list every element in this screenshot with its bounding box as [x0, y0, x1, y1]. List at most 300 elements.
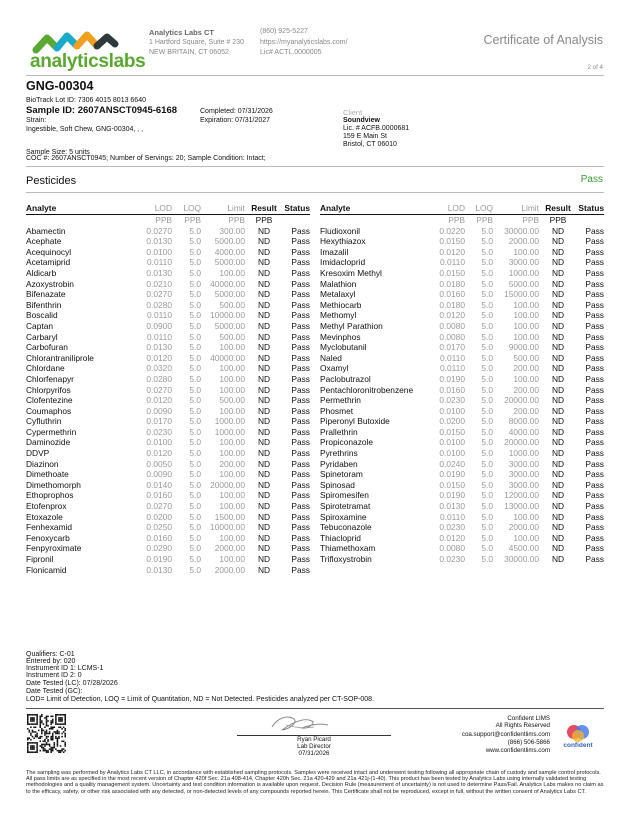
cell-loq: 5.0 — [189, 426, 201, 437]
cell-limit: 2000.00 — [508, 522, 539, 533]
cell-loq: 5.0 — [189, 331, 201, 342]
table-row — [320, 533, 604, 544]
header-divider — [26, 75, 604, 76]
cell-status: Pass — [585, 437, 604, 448]
cell-status: Pass — [291, 267, 310, 278]
cell-loq: 5.0 — [189, 373, 201, 384]
cell-limit: 100.00 — [513, 331, 539, 342]
page-number: 2 of 4 — [587, 64, 603, 71]
cell-limit: 3000.00 — [508, 257, 539, 268]
cell-loq: 5.0 — [481, 299, 493, 310]
table-row — [26, 342, 310, 353]
cell-result: ND — [551, 352, 565, 363]
table-row — [320, 374, 604, 385]
table-row — [26, 416, 310, 427]
cell-result: ND — [551, 267, 565, 278]
cell-lod: 0.0180 — [439, 299, 465, 310]
cell-result: ND — [551, 437, 565, 448]
cell-limit: 200.00 — [513, 384, 539, 395]
cell-lod: 0.0100 — [146, 246, 172, 257]
cell-analyte: Acequinocyl — [26, 246, 72, 257]
cell-lod: 0.0160 — [439, 384, 465, 395]
cell-status: Pass — [291, 278, 310, 289]
table-row — [26, 374, 310, 385]
cell-result: ND — [551, 511, 565, 522]
cell-loq: 5.0 — [481, 532, 493, 543]
table-row — [26, 437, 310, 448]
cell-limit: 100.00 — [219, 469, 245, 480]
cell-result: ND — [257, 246, 271, 257]
cell-result: ND — [551, 246, 565, 257]
cell-analyte: Spinetoram — [320, 469, 363, 480]
cell-limit: 10000.00 — [210, 310, 245, 321]
sample-size: Sample Size: 5 units — [26, 149, 90, 156]
cell-status: Pass — [585, 320, 604, 331]
cell-status: Pass — [585, 532, 604, 543]
table-row — [26, 321, 310, 332]
cell-loq: 5.0 — [189, 320, 201, 331]
cell-analyte: Metalaxyl — [320, 289, 356, 300]
cell-status: Pass — [291, 426, 310, 437]
sample-divider — [26, 166, 604, 167]
cell-limit: 100.00 — [513, 511, 539, 522]
cell-limit: 5000.00 — [214, 257, 245, 268]
cell-loq: 5.0 — [481, 310, 493, 321]
cell-loq: 5.0 — [189, 289, 201, 300]
cell-status: Pass — [291, 299, 310, 310]
cell-analyte: Coumaphos — [26, 405, 72, 416]
cell-lod: 0.0190 — [146, 554, 172, 564]
table-row — [320, 427, 604, 438]
cell-analyte: Trifloxystrobin — [320, 554, 372, 564]
cell-analyte: Carbaryl — [26, 331, 58, 342]
cell-loq: 5.0 — [481, 554, 493, 564]
table-row — [26, 565, 310, 576]
cell-lod: 0.0150 — [439, 267, 465, 278]
cell-loq: 5.0 — [189, 511, 201, 522]
cell-result: ND — [551, 331, 565, 342]
table-row — [26, 427, 310, 438]
table-row — [320, 437, 604, 448]
cell-limit: 100.00 — [219, 342, 245, 353]
cell-limit: 100.00 — [219, 437, 245, 448]
cell-analyte: Fenoxycarb — [26, 532, 70, 543]
cell-result: ND — [257, 363, 271, 374]
cell-loq: 5.0 — [189, 532, 201, 543]
confident-email[interactable]: coa.support@confidentlims.com — [461, 731, 550, 738]
cell-limit: 100.00 — [513, 310, 539, 321]
cell-result: ND — [551, 501, 565, 512]
cell-status: Pass — [291, 501, 310, 512]
table-row — [26, 554, 310, 565]
table-row — [26, 543, 310, 554]
cell-loq: 5.0 — [189, 225, 201, 236]
cell-result: ND — [551, 543, 565, 554]
cell-analyte: Spinosad — [320, 479, 355, 490]
cell-lod: 0.0220 — [439, 225, 465, 236]
cell-limit: 100.00 — [219, 554, 245, 564]
cell-status: Pass — [585, 458, 604, 469]
cell-status: Pass — [291, 437, 310, 448]
table-row — [26, 501, 310, 512]
entered-by: Entered by: 020 — [26, 658, 76, 665]
cell-analyte: Dimethoate — [26, 469, 69, 480]
cell-lod: 0.0120 — [439, 310, 465, 321]
table-row — [320, 501, 604, 512]
table-row — [26, 459, 310, 470]
instrument-1: Instrument ID 1: LCMS-1 — [26, 665, 104, 672]
table-row — [320, 469, 604, 480]
cell-analyte: Phosmet — [320, 405, 354, 416]
confident-logo-text: confident — [563, 742, 593, 749]
cell-status: Pass — [291, 543, 310, 554]
cell-status: Pass — [585, 426, 604, 437]
cell-lod: 0.0210 — [146, 278, 172, 289]
cell-limit: 200.00 — [513, 405, 539, 416]
cell-result: ND — [551, 479, 565, 490]
cell-lod: 0.0110 — [147, 310, 172, 321]
cell-lod: 0.0080 — [439, 320, 465, 331]
cell-analyte: Pentachloronitrobenzene — [320, 384, 414, 395]
logo-text: analyticslabs — [30, 51, 146, 72]
cell-limit: 100.00 — [219, 490, 245, 501]
cell-analyte: Spiroxamine — [320, 511, 367, 522]
table-row — [320, 448, 604, 459]
lab-address-2: NEW BRITAIN, CT 06052 — [149, 49, 229, 56]
lab-website[interactable]: https://myanalyticslabs.com/ — [260, 39, 348, 46]
cell-analyte: Azoxystrobin — [26, 278, 74, 289]
client-address-2: Bristol, CT 06010 — [343, 141, 397, 148]
cell-status: Pass — [585, 310, 604, 321]
cell-lod: 0.0170 — [146, 416, 172, 427]
cell-lod: 0.0100 — [439, 448, 465, 459]
table-row — [26, 406, 310, 417]
disclaimer: The sampling was performed by Analytics Labs CT LLC, in accordance with established sampling protocols. Samples were received intact and underwent testing following all appropriate chain of custody and sample control protocols. All pass limits are as specified in the most recent version of Chapter 420f Sec. 21a 408-414, Chapter 420h Sec. 21a 420-429 and 21a 421j-(1-40). This product has been tested by Analytics Labs using internally validated testing methodologies and a quality management system. Uncertainty and test condition information is available upon request. Decision Rule (measurement of uncertainty) is not used to determine Pass/Fail. Analytics Labs makes no claim as to the efficacy, safety, or other risk associated with any detected, or non-detected levels of any compounds reported herein. This Certificate shall not be reproduced, except in full, without the written consent of Analytics Labs CT. — [26, 770, 604, 795]
cell-analyte: Bifenazate — [26, 289, 66, 300]
qr-code-icon — [27, 714, 66, 753]
cell-lod: 0.0150 — [439, 426, 465, 437]
date-tested-gc: Date Tested (GC): — [26, 688, 83, 695]
cell-result: ND — [257, 564, 271, 575]
cell-status: Pass — [585, 299, 604, 310]
unit-loq: PPB — [184, 215, 201, 225]
cell-result: ND — [551, 299, 565, 310]
cell-loq: 5.0 — [481, 469, 493, 480]
table-row — [320, 459, 604, 470]
cell-result: ND — [257, 257, 271, 268]
cell-lod: 0.0180 — [439, 278, 465, 289]
cell-loq: 5.0 — [481, 426, 493, 437]
table-row — [26, 395, 310, 406]
cell-status: Pass — [585, 395, 604, 406]
table-row — [26, 236, 310, 247]
cell-analyte: Myclobutanil — [320, 342, 367, 353]
cell-analyte: Tebuconazole — [320, 522, 372, 533]
cell-analyte: Permethrin — [320, 395, 361, 406]
cell-analyte: Chlorpyrifos — [26, 384, 71, 395]
date-tested-lc: Date Tested (LC): 07/28/2026 — [26, 680, 118, 687]
cell-limit: 100.00 — [513, 246, 539, 257]
cell-lod: 0.0290 — [146, 543, 172, 554]
cell-loq: 5.0 — [481, 405, 493, 416]
cell-lod: 0.0110 — [147, 257, 172, 268]
cell-analyte: Imazalil — [320, 246, 349, 257]
cell-result: ND — [551, 342, 565, 353]
cell-status: Pass — [585, 469, 604, 480]
cell-limit: 5000.00 — [508, 278, 539, 289]
cell-result: ND — [257, 342, 271, 353]
cell-result: ND — [551, 395, 565, 406]
unit-loq: PPB — [476, 215, 493, 225]
cell-result: ND — [257, 522, 271, 533]
signer-title: Lab Director — [297, 743, 331, 750]
table-row — [26, 533, 310, 544]
cell-loq: 5.0 — [481, 236, 493, 247]
table-row — [320, 512, 604, 523]
cell-analyte: Mevinphos — [320, 331, 361, 342]
cell-loq: 5.0 — [481, 490, 493, 501]
cell-status: Pass — [585, 267, 604, 278]
cell-loq: 5.0 — [481, 416, 493, 427]
cell-limit: 200.00 — [219, 458, 245, 469]
cell-status: Pass — [585, 278, 604, 289]
cell-limit: 500.00 — [219, 299, 245, 310]
cell-limit: 15000.00 — [504, 289, 539, 300]
cell-loq: 5.0 — [189, 363, 201, 374]
cell-result: ND — [551, 532, 565, 543]
cell-status: Pass — [291, 479, 310, 490]
cell-lod: 0.0230 — [439, 522, 465, 533]
cell-analyte: Malathion — [320, 278, 357, 289]
cell-result: ND — [257, 405, 271, 416]
cell-lod: 0.0150 — [439, 236, 465, 247]
cell-loq: 5.0 — [189, 405, 201, 416]
cell-loq: 5.0 — [481, 278, 493, 289]
cell-loq: 5.0 — [481, 511, 493, 522]
cell-status: Pass — [585, 363, 604, 374]
cell-limit: 200.00 — [513, 363, 539, 374]
cell-result: ND — [257, 490, 271, 501]
cell-loq: 5.0 — [189, 564, 201, 575]
cell-lod: 0.0900 — [146, 320, 172, 331]
cell-analyte: DDVP — [26, 448, 50, 459]
col-limit: Limit — [201, 203, 245, 215]
cell-lod: 0.0120 — [146, 448, 172, 459]
cell-loq: 5.0 — [189, 299, 201, 310]
cell-limit: 100.00 — [219, 267, 245, 278]
cell-limit: 1000.00 — [214, 416, 245, 427]
cell-analyte: Thiacloprid — [320, 532, 361, 543]
cell-result: ND — [257, 532, 271, 543]
cell-analyte: Aldicarb — [26, 267, 57, 278]
cell-result: ND — [257, 437, 271, 448]
cell-lod: 0.0110 — [147, 331, 172, 342]
cell-status: Pass — [291, 448, 310, 459]
cell-analyte: Methomyl — [320, 310, 357, 321]
table-row — [320, 321, 604, 332]
table-row — [320, 543, 604, 554]
cell-status: Pass — [291, 511, 310, 522]
cell-loq: 5.0 — [481, 352, 493, 363]
cell-loq: 5.0 — [481, 479, 493, 490]
col-analyte: Analyte — [26, 203, 116, 215]
table-row — [26, 512, 310, 523]
cell-limit: 13000.00 — [504, 501, 539, 512]
table-row — [320, 416, 604, 427]
cell-limit: 100.00 — [219, 373, 245, 384]
table-row — [26, 226, 310, 237]
cell-loq: 5.0 — [189, 522, 201, 533]
section-divider — [26, 192, 604, 193]
cell-limit: 3000.00 — [508, 479, 539, 490]
cell-lod: 0.0230 — [146, 426, 172, 437]
unit-lod: PPB — [155, 215, 172, 225]
cell-analyte: Imidacloprid — [320, 257, 366, 268]
cell-status: Pass — [291, 458, 310, 469]
cell-lod: 0.0270 — [146, 225, 172, 236]
cell-analyte: Clofentezine — [26, 395, 73, 406]
pesticide-table-right — [320, 203, 604, 565]
cell-result: ND — [551, 405, 565, 416]
table-row — [26, 268, 310, 279]
table-row — [26, 332, 310, 343]
cell-loq: 5.0 — [189, 278, 201, 289]
cell-loq: 5.0 — [189, 310, 201, 321]
cell-limit: 12000.00 — [504, 490, 539, 501]
cell-limit: 30000.00 — [504, 554, 539, 564]
cell-result: ND — [257, 310, 271, 321]
cell-lod: 0.0110 — [440, 511, 465, 522]
table-row — [320, 522, 604, 533]
client-address-1: 159 E Main St — [343, 133, 387, 140]
table-row — [320, 332, 604, 343]
cell-limit: 2000.00 — [508, 236, 539, 247]
cell-status: Pass — [585, 554, 604, 564]
coc-line: COC #: 2607ANSCT0945; Number of Servings: 20; Sample Condition: Intact; — [26, 155, 266, 162]
cell-status: Pass — [585, 479, 604, 490]
cell-result: ND — [257, 501, 271, 512]
unit-result: PPB — [255, 215, 273, 225]
table-row — [320, 490, 604, 501]
cell-status: Pass — [291, 342, 310, 353]
unit-limit: PPB — [228, 215, 245, 225]
cell-lod: 0.0320 — [146, 363, 172, 374]
signer-date: 07/31/2026 — [298, 750, 330, 757]
cell-loq: 5.0 — [189, 448, 201, 459]
strain: Strain: — [26, 117, 47, 124]
col-loq: LOQ — [465, 203, 493, 215]
cell-lod: 0.0270 — [146, 384, 172, 395]
table-row — [320, 480, 604, 491]
cell-analyte: Chlorfenapyr — [26, 373, 74, 384]
cell-limit: 20000.00 — [210, 479, 245, 490]
cell-limit: 300.00 — [219, 225, 245, 236]
cell-status: Pass — [585, 490, 604, 501]
completed-date: Completed: 07/31/2026 — [200, 108, 273, 115]
cell-result: ND — [551, 225, 565, 236]
expiration-date: Expiration: 07/31/2027 — [200, 117, 271, 124]
cell-loq: 5.0 — [481, 225, 493, 236]
cell-lod: 0.0080 — [439, 331, 465, 342]
cell-status: Pass — [291, 363, 310, 374]
cell-lod: 0.0160 — [439, 289, 465, 300]
col-status: Status — [284, 203, 310, 214]
cell-analyte: Thiamethoxam — [320, 543, 376, 554]
cell-result: ND — [257, 320, 271, 331]
cell-lod: 0.0120 — [439, 532, 465, 543]
col-lod: LOD — [116, 203, 172, 215]
cell-status: Pass — [291, 236, 310, 247]
cell-analyte: Paclobutrazol — [320, 373, 371, 384]
cell-lod: 0.0100 — [439, 405, 465, 416]
cell-result: ND — [257, 299, 271, 310]
cell-result: ND — [257, 543, 271, 554]
cell-analyte: Prallethrin — [320, 426, 358, 437]
cell-loq: 5.0 — [189, 554, 201, 564]
cell-result: ND — [551, 416, 565, 427]
cell-limit: 100.00 — [513, 299, 539, 310]
cell-lod: 0.0230 — [439, 554, 465, 564]
qr-code — [27, 714, 66, 758]
table-row — [320, 257, 604, 268]
client-license: Lic. # ACFB.0000681 — [343, 125, 410, 132]
cell-loq: 5.0 — [189, 543, 201, 554]
cell-status: Pass — [585, 448, 604, 459]
confident-web[interactable]: www.confidentlims.com — [485, 747, 550, 754]
cell-loq: 5.0 — [481, 543, 493, 554]
confident-phone: (866) 506-5866 — [507, 739, 550, 746]
cell-result: ND — [551, 363, 565, 374]
cell-result: ND — [257, 479, 271, 490]
table-row — [320, 247, 604, 258]
lab-name: Analytics Labs CT — [149, 28, 215, 37]
cell-analyte: Flonicamid — [26, 564, 67, 575]
cell-lod: 0.0140 — [146, 479, 172, 490]
cell-lod: 0.0130 — [146, 236, 172, 247]
table-row — [26, 310, 310, 321]
cell-analyte: Methyl Parathion — [320, 320, 383, 331]
cell-lod: 0.0130 — [146, 342, 172, 353]
cell-loq: 5.0 — [481, 384, 493, 395]
cell-loq: 5.0 — [189, 479, 201, 490]
cell-lod: 0.0160 — [146, 532, 172, 543]
table-row — [26, 353, 310, 364]
cell-result: ND — [551, 310, 565, 321]
cell-loq: 5.0 — [481, 501, 493, 512]
section-status: Pass — [580, 174, 603, 185]
cell-status: Pass — [585, 352, 604, 363]
cell-result: ND — [551, 426, 565, 437]
cell-status: Pass — [291, 320, 310, 331]
cell-status: Pass — [585, 384, 604, 395]
cell-result: ND — [257, 395, 271, 406]
cell-loq: 5.0 — [189, 384, 201, 395]
cell-loq: 5.0 — [189, 458, 201, 469]
cell-result: ND — [257, 267, 271, 278]
table-row — [320, 310, 604, 321]
cell-loq: 5.0 — [481, 395, 493, 406]
cell-analyte: Naled — [320, 352, 342, 363]
cell-limit: 40000.00 — [210, 278, 245, 289]
cell-lod: 0.0090 — [146, 469, 172, 480]
cell-lod: 0.0080 — [439, 543, 465, 554]
cell-analyte: Fenpyroximate — [26, 543, 82, 554]
cell-result: ND — [551, 469, 565, 480]
cell-limit: 5000.00 — [214, 236, 245, 247]
cell-lod: 0.0270 — [146, 501, 172, 512]
table-row — [320, 279, 604, 290]
cell-result: ND — [551, 490, 565, 501]
